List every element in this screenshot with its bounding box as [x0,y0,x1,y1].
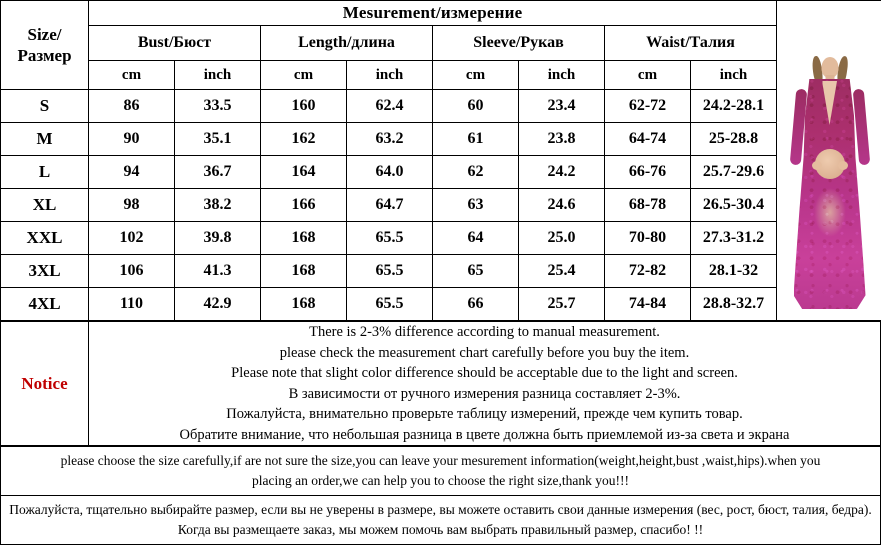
cell-bust-cm: 110 [89,288,175,321]
cell-bust-inch: 39.8 [175,222,261,255]
notice-body [89,322,881,446]
group-header-waist: Waist/Талия [605,26,777,61]
footer-table [0,446,881,545]
cell-size: XXL [1,222,89,255]
table-row [1,222,881,255]
cell-sleeve-cm: 64 [433,222,519,255]
cell-bust-inch: 38.2 [175,189,261,222]
table-row [1,156,881,189]
cell-sleeve-inch: 23.4 [519,90,605,123]
table-row [1,123,881,156]
cell-waist-cm: 62-72 [605,90,691,123]
table-row [1,90,881,123]
cell-waist-cm: 64-74 [605,123,691,156]
table-row [1,255,881,288]
cell-waist-cm: 72-82 [605,255,691,288]
notice-row [1,322,881,446]
footer-russian-text: Пожалуйста, тщательно выбирайте размер, если вы не уверены в размере, вы можете оставить свои данные измерения (вес, рост, бюст, талия, бедра). Когда вы размещаете заказ, мы можем помочь вам выбрать правильный размер, спасибо! !! [9,502,872,537]
cell-length-inch: 65.5 [347,255,433,288]
cell-bust-inch: 41.3 [175,255,261,288]
cell-sleeve-inch: 24.2 [519,156,605,189]
cell-length-cm: 168 [261,288,347,321]
notice-line-6: Обратите внимание, что небольшая разница в цвете должна быть приемлемой из-за света и экрана [179,426,790,443]
unit-header-waist-cm: cm [605,61,691,90]
footer-english-line-1: please choose the size carefully,if are not sure the size,you can leave your mesurement information(weight,height,bust ,waist,hips).when you [60,453,821,468]
cell-length-cm: 162 [261,123,347,156]
cell-bust-inch: 42.9 [175,288,261,321]
model-figure-icon [792,57,868,309]
cell-size: 3XL [1,255,89,288]
cell-bust-inch: 35.1 [175,123,261,156]
notice-line-1: There is 2-3% difference according to manual measurement. [309,324,660,340]
table-header-title-row [1,1,881,26]
notice-label: Notice [1,322,89,446]
cell-size: S [1,90,89,123]
cell-sleeve-cm: 66 [433,288,519,321]
size-header-line1: Size/ [27,24,62,44]
unit-header-sleeve-inch: inch [519,61,605,90]
cell-sleeve-cm: 60 [433,90,519,123]
cell-size: L [1,156,89,189]
unit-header-bust-inch: inch [175,61,261,90]
cell-sleeve-inch: 25.7 [519,288,605,321]
cell-waist-inch: 25-28.8 [691,123,777,156]
table-header-group-row [1,26,881,61]
cell-size: 4XL [1,288,89,321]
cell-length-cm: 168 [261,255,347,288]
model-hand-right [838,161,848,170]
cell-bust-cm: 94 [89,156,175,189]
table-row [1,189,881,222]
cell-length-inch: 65.5 [347,288,433,321]
unit-header-waist-inch: inch [691,61,777,90]
size-header-cell [1,1,89,90]
cell-sleeve-inch: 24.6 [519,189,605,222]
measurement-title: Mesurement/измерение [89,1,777,26]
notice-line-2: please check the measurement chart carefully before you buy the item. [279,344,690,361]
cell-bust-inch: 33.5 [175,90,261,123]
cell-length-cm: 168 [261,222,347,255]
product-photo-cell [777,1,881,321]
cell-sleeve-inch: 25.0 [519,222,605,255]
footer-russian [1,496,881,545]
model-hand-left [812,161,822,170]
notice-line-5: Пожалуйста, внимательно проверьте таблицу измерений, прежде чем купить товар. [226,406,743,422]
notice-line-3: Please note that slight color difference should be acceptable due to the light and screen. [231,365,738,381]
cell-sleeve-inch: 23.8 [519,123,605,156]
cell-waist-inch: 28.1-32 [691,255,777,288]
cell-waist-cm: 66-76 [605,156,691,189]
product-photo [777,5,881,316]
cell-length-inch: 64.0 [347,156,433,189]
cell-sleeve-inch: 25.4 [519,255,605,288]
cell-size: M [1,123,89,156]
cell-bust-cm: 86 [89,90,175,123]
cell-bust-cm: 90 [89,123,175,156]
footer-english [1,447,881,496]
group-header-length: Length/длина [261,26,433,61]
cell-sleeve-cm: 63 [433,189,519,222]
unit-header-bust-cm: cm [89,61,175,90]
notice-table [0,321,881,446]
cell-length-inch: 65.5 [347,222,433,255]
cell-bust-inch: 36.7 [175,156,261,189]
cell-waist-cm: 68-78 [605,189,691,222]
cell-length-cm: 160 [261,90,347,123]
footer-row-russian [1,496,881,545]
cell-length-inch: 62.4 [347,90,433,123]
size-header-line2: Размер [17,46,72,65]
unit-header-length-inch: inch [347,61,433,90]
cell-waist-inch: 25.7-29.6 [691,156,777,189]
cell-sleeve-cm: 61 [433,123,519,156]
cell-waist-inch: 26.5-30.4 [691,189,777,222]
cell-waist-cm: 74-84 [605,288,691,321]
cell-size: XL [1,189,89,222]
cell-length-inch: 64.7 [347,189,433,222]
group-header-bust: Bust/Бюст [89,26,261,61]
cell-waist-inch: 28.8-32.7 [691,288,777,321]
unit-header-sleeve-cm: cm [433,61,519,90]
notice-line-4: В зависимости от ручного измерения разница составляет 2-3%. [288,385,681,402]
cell-sleeve-cm: 62 [433,156,519,189]
cell-sleeve-cm: 65 [433,255,519,288]
cell-bust-cm: 102 [89,222,175,255]
table-row [1,288,881,321]
footer-row-english [1,447,881,496]
cell-length-cm: 164 [261,156,347,189]
table-header-units-row [1,61,881,90]
cell-waist-inch: 24.2-28.1 [691,90,777,123]
cell-bust-cm: 106 [89,255,175,288]
cell-length-cm: 166 [261,189,347,222]
group-header-sleeve: Sleeve/Рукав [433,26,605,61]
cell-waist-cm: 70-80 [605,222,691,255]
footer-english-line-2: placing an order,we can help you to choose the right size,thank you!!! [252,472,629,488]
cell-bust-cm: 98 [89,189,175,222]
cell-length-inch: 63.2 [347,123,433,156]
cell-waist-inch: 27.3-31.2 [691,222,777,255]
unit-header-length-cm: cm [261,61,347,90]
